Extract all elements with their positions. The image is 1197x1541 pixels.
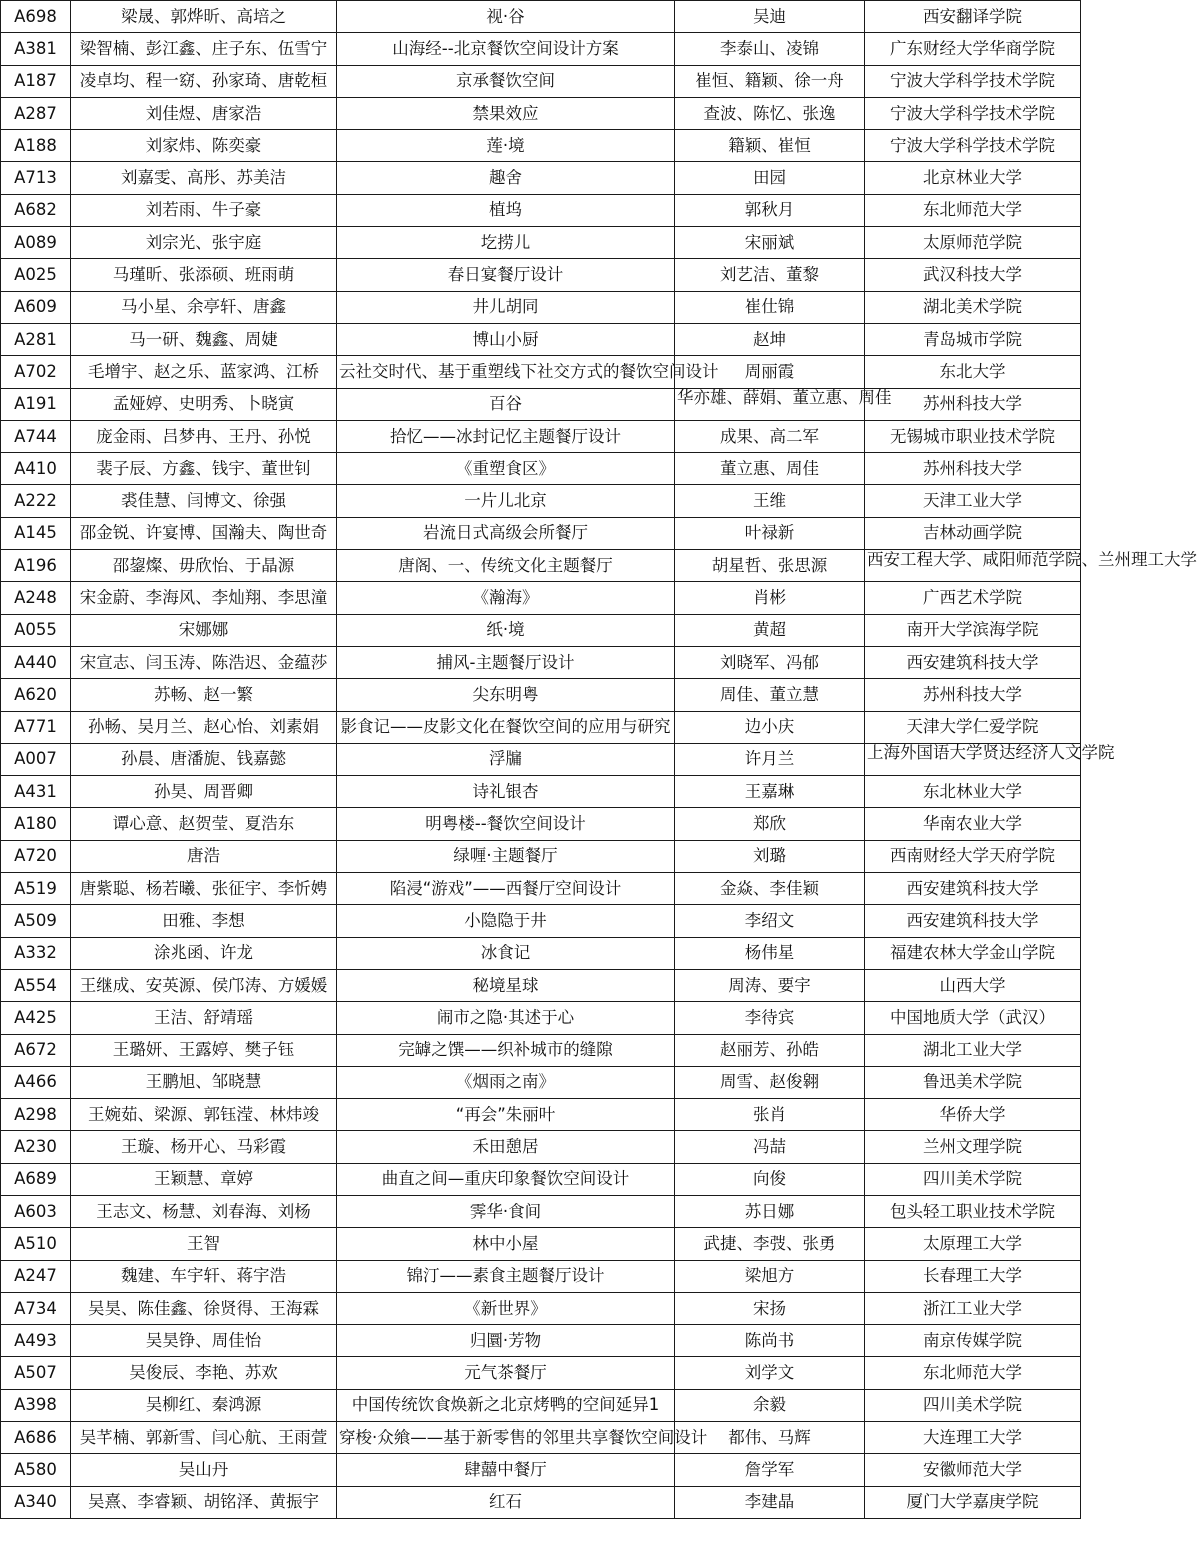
- work-title-cell: 《重塑食区》: [337, 453, 675, 485]
- advisor-cell: 梁旭方: [675, 1260, 865, 1292]
- advisor-cell: 宋丽斌: [675, 227, 865, 259]
- school-cell: 太原理工大学: [865, 1228, 1081, 1260]
- team-members-cell: 孙昊、周晋卿: [71, 776, 337, 808]
- team-members-cell: 王璇、杨开心、马彩霞: [71, 1131, 337, 1163]
- work-title-cell: 绿喱·主题餐厅: [337, 840, 675, 872]
- table-row: [1, 550, 1081, 582]
- advisor-cell: 周涛、要宇: [675, 969, 865, 1001]
- entry-id-cell: A609: [1, 291, 71, 323]
- school-cell: 西安翻译学院: [865, 1, 1081, 33]
- work-title-cell: 林中小屋: [337, 1228, 675, 1260]
- team-members-cell: 邵金锐、许宴博、国瀚夫、陶世奇: [71, 517, 337, 549]
- work-title-cell: 《瀚海》: [337, 582, 675, 614]
- team-members-cell: 刘嘉雯、高彤、苏美洁: [71, 162, 337, 194]
- entry-id-cell: A519: [1, 873, 71, 905]
- table-row: [1, 227, 1081, 259]
- team-members-cell: 裴子辰、方鑫、钱宇、董世钊: [71, 453, 337, 485]
- school-cell: 青岛城市学院: [865, 323, 1081, 355]
- entry-id-cell: A509: [1, 905, 71, 937]
- work-title-cell: 捕风-主题餐厅设计: [337, 646, 675, 678]
- table-row: [1, 356, 1081, 388]
- work-title-cell: 穿梭·众飨——基于新零售的邻里共享餐饮空间设计: [337, 1422, 675, 1454]
- school-cell: 华南农业大学: [865, 808, 1081, 840]
- table-row: [1, 1486, 1081, 1518]
- school-cell: 西安建筑科技大学: [865, 646, 1081, 678]
- table-row: [1, 33, 1081, 65]
- table-row: [1, 1, 1081, 33]
- work-title-cell: 一片儿北京: [337, 485, 675, 517]
- advisor-cell: 边小庆: [675, 711, 865, 743]
- school-cell: 北京林业大学: [865, 162, 1081, 194]
- school-cell: 广西艺术学院: [865, 582, 1081, 614]
- advisor-cell: 苏日娜: [675, 1195, 865, 1227]
- table-row: [1, 420, 1081, 452]
- advisor-cell: 周佳、董立慧: [675, 679, 865, 711]
- advisor-cell: 郭秋月: [675, 194, 865, 226]
- work-title-cell: 百谷: [337, 388, 675, 420]
- advisor-cell: 刘晓军、冯郁: [675, 646, 865, 678]
- entry-id-cell: A713: [1, 162, 71, 194]
- advisor-cell: 李待宾: [675, 1002, 865, 1034]
- team-members-cell: 田雅、李想: [71, 905, 337, 937]
- table-row: [1, 969, 1081, 1001]
- table-row: [1, 840, 1081, 872]
- team-members-cell: 马一研、魏鑫、周婕: [71, 323, 337, 355]
- table-row: [1, 614, 1081, 646]
- school-cell: 长春理工大学: [865, 1260, 1081, 1292]
- advisor-cell: 陈尚书: [675, 1325, 865, 1357]
- work-title-cell: 肆囍中餐厅: [337, 1454, 675, 1486]
- school-cell: 浙江工业大学: [865, 1292, 1081, 1324]
- advisor-cell: 武捷、李弢、张勇: [675, 1228, 865, 1260]
- entry-id-cell: A689: [1, 1163, 71, 1195]
- school-cell: 天津工业大学: [865, 485, 1081, 517]
- advisor-cell: 周丽霞: [675, 356, 865, 388]
- entry-id-cell: A580: [1, 1454, 71, 1486]
- entry-id-cell: A191: [1, 388, 71, 420]
- school-cell: 山西大学: [865, 969, 1081, 1001]
- advisor-cell: 周雪、赵俊翱: [675, 1066, 865, 1098]
- entry-id-cell: A554: [1, 969, 71, 1001]
- advisor-cell: 金焱、李佳颖: [675, 873, 865, 905]
- team-members-cell: 孙晨、唐潘旎、钱嘉懿: [71, 743, 337, 775]
- entry-id-cell: A287: [1, 97, 71, 129]
- school-cell: 宁波大学科学技术学院: [865, 97, 1081, 129]
- school-cell: 四川美术学院: [865, 1163, 1081, 1195]
- entry-id-cell: A230: [1, 1131, 71, 1163]
- work-title-cell: 曲直之间—重庆印象餐饮空间设计: [337, 1163, 675, 1195]
- entry-id-cell: A603: [1, 1195, 71, 1227]
- table-row: [1, 776, 1081, 808]
- work-title-cell: 岩流日式高级会所餐厅: [337, 517, 675, 549]
- work-title-cell: 趣舍: [337, 162, 675, 194]
- work-title-cell: 《烟雨之南》: [337, 1066, 675, 1098]
- team-members-cell: 刘若雨、牛子豪: [71, 194, 337, 226]
- advisor-cell-text: 华亦雄、薛娟、董立惠、周佳: [677, 388, 892, 408]
- entry-id-cell: A187: [1, 65, 71, 97]
- team-members-cell: 魏建、车宇轩、蒋宇浩: [71, 1260, 337, 1292]
- school-cell: 福建农林大学金山学院: [865, 937, 1081, 969]
- school-cell: 南京传媒学院: [865, 1325, 1081, 1357]
- work-title-cell: 尖东明粤: [337, 679, 675, 711]
- table-row: [1, 97, 1081, 129]
- school-cell: 苏州科技大学: [865, 388, 1081, 420]
- work-title-cell: 锦汀——素食主题餐厅设计: [337, 1260, 675, 1292]
- team-members-cell: 毛增宇、赵之乐、蓝家鸿、江桥: [71, 356, 337, 388]
- team-members-cell: 吴昊铮、周佳怡: [71, 1325, 337, 1357]
- team-members-cell: 刘家炜、陈奕豪: [71, 130, 337, 162]
- team-members-cell: 王颖慧、章婷: [71, 1163, 337, 1195]
- work-title-cell: 陷浸“游戏”——西餐厅空间设计: [337, 873, 675, 905]
- school-cell: 中国地质大学（武汉）: [865, 1002, 1081, 1034]
- table-row: [1, 1292, 1081, 1324]
- school-cell: 四川美术学院: [865, 1389, 1081, 1421]
- advisor-cell: 崔仕锦: [675, 291, 865, 323]
- table-row: [1, 162, 1081, 194]
- advisor-cell: 刘璐: [675, 840, 865, 872]
- advisor-cell: 胡星哲、张思源: [675, 550, 865, 582]
- team-members-cell: 唐浩: [71, 840, 337, 872]
- work-title-cell: 元气茶餐厅: [337, 1357, 675, 1389]
- school-cell: 宁波大学科学技术学院: [865, 65, 1081, 97]
- advisor-cell: 刘学文: [675, 1357, 865, 1389]
- advisor-cell: 叶禄新: [675, 517, 865, 549]
- school-cell: 太原师范学院: [865, 227, 1081, 259]
- table-body: [1, 1, 1197, 1519]
- advisor-cell: 向俊: [675, 1163, 865, 1195]
- advisor-cell: 李绍文: [675, 905, 865, 937]
- advisor-cell: 冯喆: [675, 1131, 865, 1163]
- entry-id-cell: A702: [1, 356, 71, 388]
- work-title-cell: 小隐隐于井: [337, 905, 675, 937]
- entry-id-cell: A340: [1, 1486, 71, 1518]
- work-title-cell: 浮牖: [337, 743, 675, 775]
- table-row: [1, 1260, 1081, 1292]
- advisor-cell: 宋扬: [675, 1292, 865, 1324]
- team-members-cell: 马小星、余亭轩、唐鑫: [71, 291, 337, 323]
- advisor-cell: 籍颖、崔恒: [675, 130, 865, 162]
- table-row: [1, 1422, 1081, 1454]
- team-members-cell: 宋宣志、闫玉涛、陈浩迟、金蕴莎: [71, 646, 337, 678]
- work-title-cell: 完罅之馔——织补城市的缝隙: [337, 1034, 675, 1066]
- team-members-cell: 刘佳煜、唐家浩: [71, 97, 337, 129]
- entry-id-cell: A188: [1, 130, 71, 162]
- advisor-cell: 成果、高二军: [675, 420, 865, 452]
- table-row: [1, 1228, 1081, 1260]
- work-title-cell: 春日宴餐厅设计: [337, 259, 675, 291]
- team-members-cell: 梁晟、郭烨昕、高培之: [71, 1, 337, 33]
- table-row: [1, 259, 1081, 291]
- school-cell: [865, 549, 1197, 582]
- team-members-cell: 刘宗光、张宇庭: [71, 227, 337, 259]
- entry-id-cell: A247: [1, 1260, 71, 1292]
- table-row: [1, 1099, 1081, 1131]
- school-cell: 鲁迅美术学院: [865, 1066, 1081, 1098]
- advisor-cell: 李泰山、凌锦: [675, 33, 865, 65]
- work-title-cell: 《新世界》: [337, 1292, 675, 1324]
- work-title-cell: 植坞: [337, 194, 675, 226]
- team-members-cell: 王智: [71, 1228, 337, 1260]
- advisor-cell: 董立惠、周佳: [675, 453, 865, 485]
- school-cell-text: 上海外国语大学贤达经济人文学院: [867, 743, 1115, 763]
- work-title-cell: 纸·境: [337, 614, 675, 646]
- entry-id-cell: A686: [1, 1422, 71, 1454]
- team-members-cell: 涂兆函、许龙: [71, 937, 337, 969]
- advisor-cell: [675, 388, 892, 420]
- advisor-cell: 查波、陈忆、张逸: [675, 97, 865, 129]
- advisor-cell: 张肖: [675, 1099, 865, 1131]
- team-members-cell: 裘佳慧、闫博文、徐强: [71, 485, 337, 517]
- table-row: [1, 1357, 1081, 1389]
- table-row: [1, 743, 1081, 775]
- school-cell: 西南财经大学天府学院: [865, 840, 1081, 872]
- school-cell: 大连理工大学: [865, 1422, 1081, 1454]
- school-cell: 厦门大学嘉庚学院: [865, 1486, 1081, 1518]
- work-title-cell: 禾田憩居: [337, 1131, 675, 1163]
- team-members-cell: 王鹏旭、邹晓慧: [71, 1066, 337, 1098]
- work-title-cell: “再会”朱丽叶: [337, 1099, 675, 1131]
- advisor-cell: 刘艺洁、董黎: [675, 259, 865, 291]
- entry-id-cell: A332: [1, 937, 71, 969]
- team-members-cell: 吴熹、李睿颖、胡铭泽、黄振宇: [71, 1486, 337, 1518]
- school-cell: 东北林业大学: [865, 776, 1081, 808]
- advisor-cell: 许月兰: [675, 743, 865, 775]
- table-row: [1, 517, 1081, 549]
- work-title-cell: 唐阁、一、传统文化主题餐厅: [337, 550, 675, 582]
- table-row: [1, 130, 1081, 162]
- work-title-cell: 闹市之隐·其述于心: [337, 1002, 675, 1034]
- work-title-cell: 影食记——皮影文化在餐饮空间的应用与研究: [337, 711, 675, 743]
- work-title-cell: 明粤楼--餐饮空间设计: [337, 808, 675, 840]
- table-row: [1, 1163, 1081, 1195]
- entry-id-cell: A025: [1, 259, 71, 291]
- school-cell: 西安建筑科技大学: [865, 905, 1081, 937]
- school-cell: 湖北工业大学: [865, 1034, 1081, 1066]
- entry-id-cell: A222: [1, 485, 71, 517]
- team-members-cell: 吴俊辰、李艳、苏欢: [71, 1357, 337, 1389]
- advisor-cell: 都伟、马辉: [675, 1422, 865, 1454]
- school-cell: 南开大学滨海学院: [865, 614, 1081, 646]
- school-cell: 苏州科技大学: [865, 679, 1081, 711]
- school-cell: 东北师范大学: [865, 1357, 1081, 1389]
- team-members-cell: 吴芊楠、郭新雪、闫心航、王雨萱: [71, 1422, 337, 1454]
- team-members-cell: 王婉茹、梁源、郭钰滢、林炜竣: [71, 1099, 337, 1131]
- team-members-cell: 吴山丹: [71, 1454, 337, 1486]
- table-row: [1, 323, 1081, 355]
- team-members-cell: 孟娅婷、史明秀、卜晓寅: [71, 388, 337, 420]
- team-members-cell: 邵鋆燦、毋欣怡、于晶源: [71, 550, 337, 582]
- table-row: [1, 1131, 1081, 1163]
- entry-id-cell: A620: [1, 679, 71, 711]
- advisor-cell: 赵丽芳、孙皓: [675, 1034, 865, 1066]
- team-members-cell: 孙畅、吴月兰、赵心怡、刘素娟: [71, 711, 337, 743]
- school-cell: 安徽师范大学: [865, 1454, 1081, 1486]
- entry-id-cell: A381: [1, 33, 71, 65]
- team-members-cell: 王继成、安英源、侯邝涛、方媛媛: [71, 969, 337, 1001]
- table-row: [1, 453, 1081, 485]
- team-members-cell: 宋娜娜: [71, 614, 337, 646]
- school-cell: 天津大学仁爱学院: [865, 711, 1081, 743]
- work-title-cell: 归圜·芳物: [337, 1325, 675, 1357]
- entry-id-cell: A410: [1, 453, 71, 485]
- work-title-cell: 秘境星球: [337, 969, 675, 1001]
- school-cell: 兰州文理学院: [865, 1131, 1081, 1163]
- school-cell: 东北大学: [865, 356, 1081, 388]
- school-cell-text: 西安工程大学、咸阳师范学院、兰州理工大学: [867, 549, 1197, 569]
- entry-id-cell: A466: [1, 1066, 71, 1098]
- entry-id-cell: A398: [1, 1389, 71, 1421]
- advisor-cell: 王维: [675, 485, 865, 517]
- table-row: [1, 937, 1081, 969]
- team-members-cell: 唐紫聪、杨若曦、张征宇、李忻娉: [71, 873, 337, 905]
- table-row: [1, 1454, 1081, 1486]
- table-row: [1, 873, 1081, 905]
- entry-id-cell: A493: [1, 1325, 71, 1357]
- entry-id-cell: A281: [1, 323, 71, 355]
- advisor-cell: 杨伟星: [675, 937, 865, 969]
- entry-id-cell: A298: [1, 1099, 71, 1131]
- table-row: [1, 1034, 1081, 1066]
- entry-id-cell: A431: [1, 776, 71, 808]
- entry-id-cell: A510: [1, 1228, 71, 1260]
- table-row: [1, 1195, 1081, 1227]
- table-row: [1, 905, 1081, 937]
- table-row: [1, 1389, 1081, 1421]
- team-members-cell: 王志文、杨慧、刘春海、刘杨: [71, 1195, 337, 1227]
- entry-id-cell: A425: [1, 1002, 71, 1034]
- work-title-cell: 霁华·食间: [337, 1195, 675, 1227]
- work-title-cell: 云社交时代、基于重塑线下社交方式的餐饮空间设计: [337, 356, 675, 388]
- table-row: [1, 711, 1081, 743]
- work-title-cell: 诗礼银杏: [337, 776, 675, 808]
- team-members-cell: 梁智楠、彭江鑫、庄子东、伍雪宁: [71, 33, 337, 65]
- team-members-cell: 凌卓均、程一窈、孙家琦、唐乾桓: [71, 65, 337, 97]
- table-row: [1, 646, 1081, 678]
- table-row: [1, 65, 1081, 97]
- work-title-cell: 禁果效应: [337, 97, 675, 129]
- work-title-cell: 山海经--北京餐饮空间设计方案: [337, 33, 675, 65]
- school-cell: 广东财经大学华商学院: [865, 33, 1081, 65]
- table-row: [1, 808, 1081, 840]
- school-cell: 华侨大学: [865, 1099, 1081, 1131]
- advisor-cell: 肖彬: [675, 582, 865, 614]
- school-cell: 包头轻工职业技术学院: [865, 1195, 1081, 1227]
- team-members-cell: 吴昊、陈佳鑫、徐贤得、王海霖: [71, 1292, 337, 1324]
- entry-id-cell: A672: [1, 1034, 71, 1066]
- work-title-cell: 博山小厨: [337, 323, 675, 355]
- entry-id-cell: A507: [1, 1357, 71, 1389]
- entry-id-cell: A698: [1, 1, 71, 33]
- school-cell: 宁波大学科学技术学院: [865, 130, 1081, 162]
- team-members-cell: 马瑾昕、张添硕、班雨萌: [71, 259, 337, 291]
- team-members-cell: 宋金蔚、李海风、李灿翔、李思潼: [71, 582, 337, 614]
- entry-id-cell: A771: [1, 711, 71, 743]
- advisor-cell: 李建晶: [675, 1486, 865, 1518]
- team-members-cell: 谭心意、赵贺莹、夏浩东: [71, 808, 337, 840]
- work-title-cell: 拾忆——冰封记忆主题餐厅设计: [337, 420, 675, 452]
- table-row: [1, 1066, 1081, 1098]
- entry-id-cell: A145: [1, 517, 71, 549]
- entry-id-cell: A089: [1, 227, 71, 259]
- work-title-cell: 中国传统饮食焕新之北京烤鸭的空间延异1: [337, 1389, 675, 1421]
- entry-id-cell: A055: [1, 614, 71, 646]
- advisor-cell: 吴迪: [675, 1, 865, 33]
- entry-id-cell: A682: [1, 194, 71, 226]
- school-cell: 东北师范大学: [865, 194, 1081, 226]
- work-title-cell: 井儿胡同: [337, 291, 675, 323]
- team-members-cell: 吴柳红、秦鸿源: [71, 1389, 337, 1421]
- advisor-cell: 詹学军: [675, 1454, 865, 1486]
- school-cell: 湖北美术学院: [865, 291, 1081, 323]
- work-title-cell: 冰食记: [337, 937, 675, 969]
- advisor-cell: 余毅: [675, 1389, 865, 1421]
- work-title-cell: 莲·境: [337, 130, 675, 162]
- entry-id-cell: A180: [1, 808, 71, 840]
- entry-id-cell: A248: [1, 582, 71, 614]
- table-row: [1, 582, 1081, 614]
- team-members-cell: 庞金雨、吕梦冉、王丹、孙悦: [71, 420, 337, 452]
- advisor-cell: 郑欣: [675, 808, 865, 840]
- work-title-cell: 视·谷: [337, 1, 675, 33]
- team-members-cell: 苏畅、赵一繁: [71, 679, 337, 711]
- table-row: [1, 485, 1081, 517]
- table-row: [1, 1002, 1081, 1034]
- advisor-cell: 赵坤: [675, 323, 865, 355]
- school-cell: 苏州科技大学: [865, 453, 1081, 485]
- table-row: [1, 1325, 1081, 1357]
- school-cell: 无锡城市职业技术学院: [865, 420, 1081, 452]
- school-cell: 西安建筑科技大学: [865, 873, 1081, 905]
- work-title-cell: 红石: [337, 1486, 675, 1518]
- entry-id-cell: A007: [1, 743, 71, 775]
- table-row: [1, 679, 1081, 711]
- work-title-cell: 圪捞儿: [337, 227, 675, 259]
- entry-id-cell: A720: [1, 840, 71, 872]
- table-row: [1, 291, 1081, 323]
- table-row: [1, 388, 1081, 420]
- school-cell: [865, 743, 1115, 775]
- work-title-cell: 京承餐饮空间: [337, 65, 675, 97]
- advisor-cell: 黄超: [675, 614, 865, 646]
- school-cell: 吉林动画学院: [865, 517, 1081, 549]
- table-row: [1, 194, 1081, 226]
- team-members-cell: 王洁、舒靖瑶: [71, 1002, 337, 1034]
- advisor-cell: 田园: [675, 162, 865, 194]
- team-members-cell: 王璐妍、王露婷、樊子钰: [71, 1034, 337, 1066]
- advisor-cell: 崔恒、籍颖、徐一舟: [675, 65, 865, 97]
- school-cell: 武汉科技大学: [865, 259, 1081, 291]
- advisor-cell: 王嘉琳: [675, 776, 865, 808]
- entry-id-cell: A744: [1, 420, 71, 452]
- entry-id-cell: A440: [1, 646, 71, 678]
- entry-id-cell: A734: [1, 1292, 71, 1324]
- entry-id-cell: A196: [1, 550, 71, 582]
